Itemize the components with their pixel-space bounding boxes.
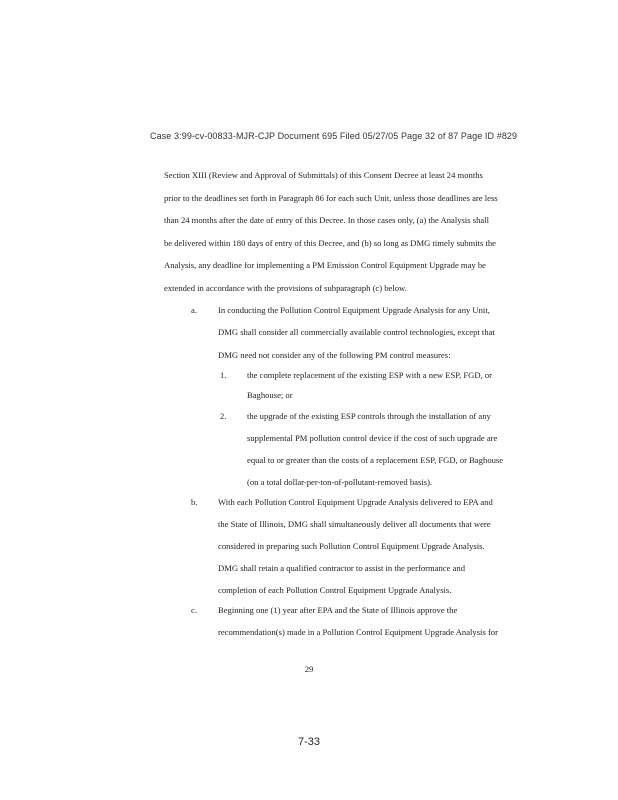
text-line: recommendation(s) made in a Pollution Control Equipment Upgrade Analysis for [218, 627, 498, 637]
text-line: considered in preparing such Pollution Control Equipment Upgrade Analysis. [218, 541, 485, 551]
text-line: Baghouse; or [247, 390, 293, 400]
court-filing-header: Case 3:99-cv-00833-MJR-CJP Document 695 Filed 05/27/05 Page 32 of 87 Page ID #829 [150, 131, 518, 141]
subparagraph-label: a. [191, 305, 197, 315]
text-line: DMG need not consider any of the following PM control measures: [218, 350, 451, 360]
text-line: the State of Illinois, DMG shall simultaneously deliver all documents that were [218, 519, 491, 529]
text-line: DMG shall retain a qualified contractor to assist in the performance and [218, 563, 465, 573]
text-line: supplemental PM pollution control device if the cost of such upgrade are [247, 433, 498, 443]
subparagraph-label: c. [191, 605, 197, 615]
clause-label: 2. [220, 411, 227, 421]
text-line: (on a total dollar-per-ton-of-pollutant-removed basis). [247, 477, 433, 487]
text-line: DMG shall consider all commercially available control technologies, except that [218, 327, 495, 337]
text-line: Beginning one (1) year after EPA and the State of Illinois approve the [218, 605, 458, 615]
text-line: the upgrade of the existing ESP controls through the installation of any [247, 411, 491, 421]
text-line: than 24 months after the date of entry of this Decree. In those cases only, (a) the Analysis shall [164, 215, 489, 225]
text-line: be delivered within 180 days of entry of this Decree, and (b) so long as DMG timely submits the [164, 238, 496, 248]
exhibit-stamp: 7-33 [297, 736, 321, 748]
text-line: In conducting the Pollution Control Equipment Upgrade Analysis for any Unit, [218, 305, 490, 315]
text-line: the complete replacement of the existing ESP with a new ESP, FGD, or [247, 370, 493, 380]
text-line: extended in accordance with the provisions of subparagraph (c) below. [164, 283, 407, 293]
text-line: Analysis, any deadline for implementing a PM Emission Control Equipment Upgrade may be [164, 260, 486, 270]
subparagraph-label: b. [191, 497, 198, 507]
text-line: prior to the deadlines set forth in Paragraph 86 for each such Unit, unless those deadlines are less [164, 193, 498, 203]
text-line: Section XIII (Review and Approval of Submittals) of this Consent Decree at least 24 months [164, 170, 483, 180]
text-line: With each Pollution Control Equipment Upgrade Analysis delivered to EPA and [218, 497, 493, 507]
text-line: equal to or greater than the costs of a replacement ESP, FGD, or Baghouse [247, 455, 504, 465]
clause-label: 1. [220, 370, 227, 380]
page-number: 29 [304, 664, 314, 674]
text-line: completion of each Pollution Control Equipment Upgrade Analysis. [218, 585, 452, 595]
